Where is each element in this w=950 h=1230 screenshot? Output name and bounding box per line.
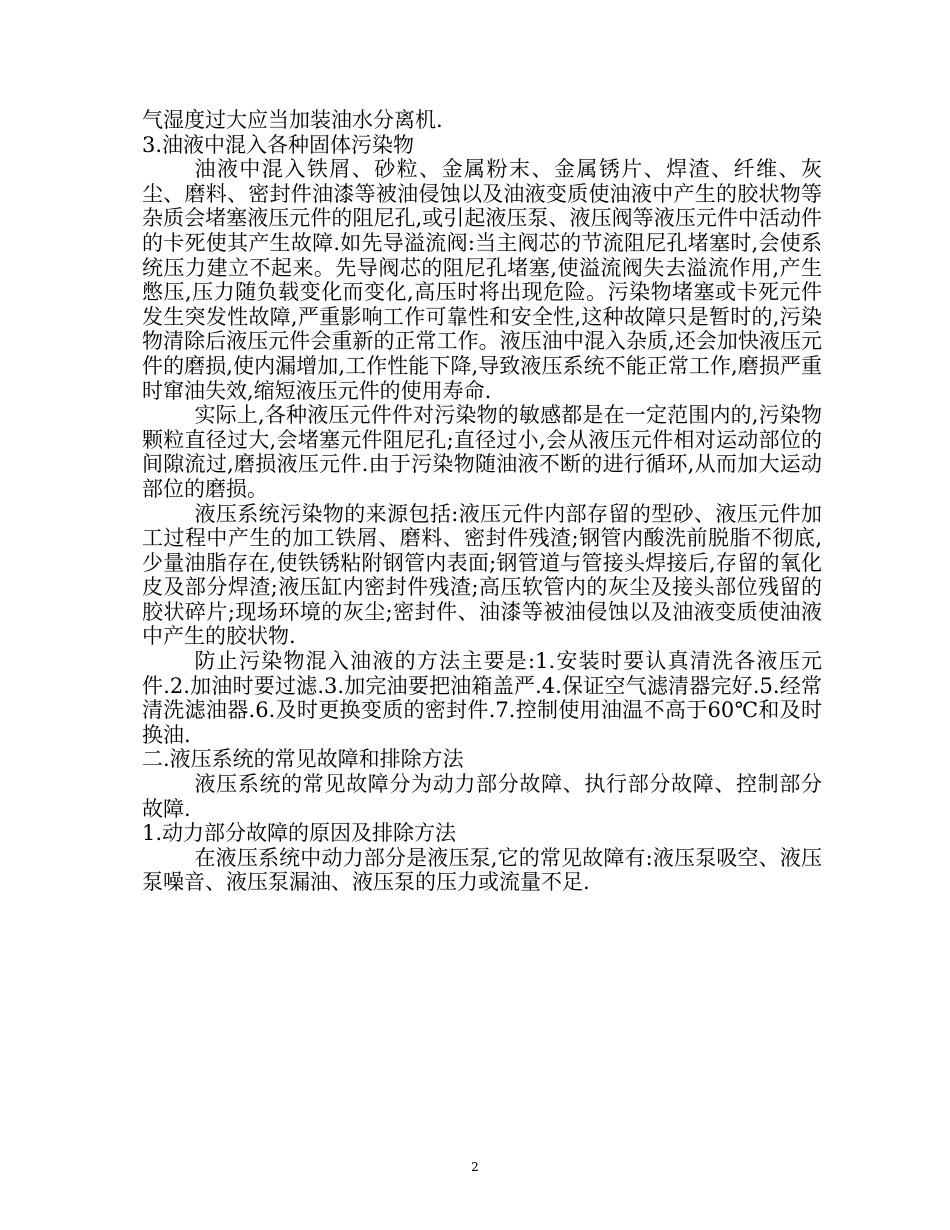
section-heading-solid-contaminants: 3.油液中混入各种固体污染物 [142, 132, 415, 157]
section-heading-power-faults: 1.动力部分故障的原因及排除方法 [142, 821, 457, 846]
paragraph-contaminant-sources: 液压系统污染物的来源包括:液压元件内部存留的型砂、液压元件加工过程中产生的加工铁屑、磨料、密封件残渣;钢管内酸洗前脱脂不彻底,少量油脂存在,使铁锈粘附钢管内表面;钢管道与管接头焊接后,存留的氧化皮及部分焊渣;液压缸内密封件残渣;高压软管内的灰尘及接头部位残留的胶状碎片;现场环境的灰尘;密封件、油漆等被油侵蚀以及油液变质使油液中产生的胶状物. [142, 501, 822, 649]
page-number: 2 [471, 1160, 479, 1174]
document-body [142, 108, 822, 895]
paragraph-contaminant-effects: 油液中混入铁屑、砂粒、金属粉末、金属锈片、焊渣、纤维、灰尘、磨料、密封件油漆等被油侵蚀以及油液变质使油液中产生的胶状物等杂质会堵塞液压元件的阻尼孔,或引起液压泵、液压阀等液压元件中活动件的卡死使其产生故障.如先导溢流阀:当主阀芯的节流阻尼孔堵塞时,会使系统压力建立不起来。先导阀芯的阻尼孔堵塞,使溢流阀失去溢流作用,产生憋压,压力随负载变化而变化,高压时将出现危险。污染物堵塞或卡死元件发生突发性故障,严重影响工作可靠性和安全性,这种故障只是暂时的,污染物清除后液压元件会重新的正常工作。液压油中混入杂质,还会加快液压元件的磨损,使内漏增加,工作性能下降,导致液压系统不能正常工作,磨损严重时窜油失效,缩短液压元件的使用寿命. [142, 157, 822, 403]
paragraph-fault-categories: 液压系统的常见故障分为动力部分故障、执行部分故障、控制部分故障. [142, 772, 822, 821]
paragraph-pump-faults: 在液压系统中动力部分是液压泵,它的常见故障有:液压泵吸空、液压泵噪音、液压泵漏油、液压泵的压力或流量不足. [142, 845, 822, 895]
paragraph-particle-sensitivity: 实际上,各种液压元件件对污染物的敏感都是在一定范围内的,污染物颗粒直径过大,会堵塞元件阻尼孔;直径过小,会从液压元件相对运动部位的间隙流过,磨损液压元件.由于污染物随油液不断的进行循环,从而加大运动部位的磨损。 [142, 403, 822, 501]
section-heading-common-faults: 二.液压系统的常见故障和排除方法 [142, 747, 464, 772]
paragraph-continuation: 气湿度过大应当加装油水分离机. [142, 108, 443, 132]
paragraph-prevention-methods: 防止污染物混入油液的方法主要是:1.安装时要认真清洗各液压元件.2.加油时要过滤.3.加完油要把油箱盖严.4.保证空气滤清器完好.5.经常清洗滤油器.6.及时更换变质的密封件.7.控制使用油温不高于60℃和及时换油. [142, 649, 822, 747]
